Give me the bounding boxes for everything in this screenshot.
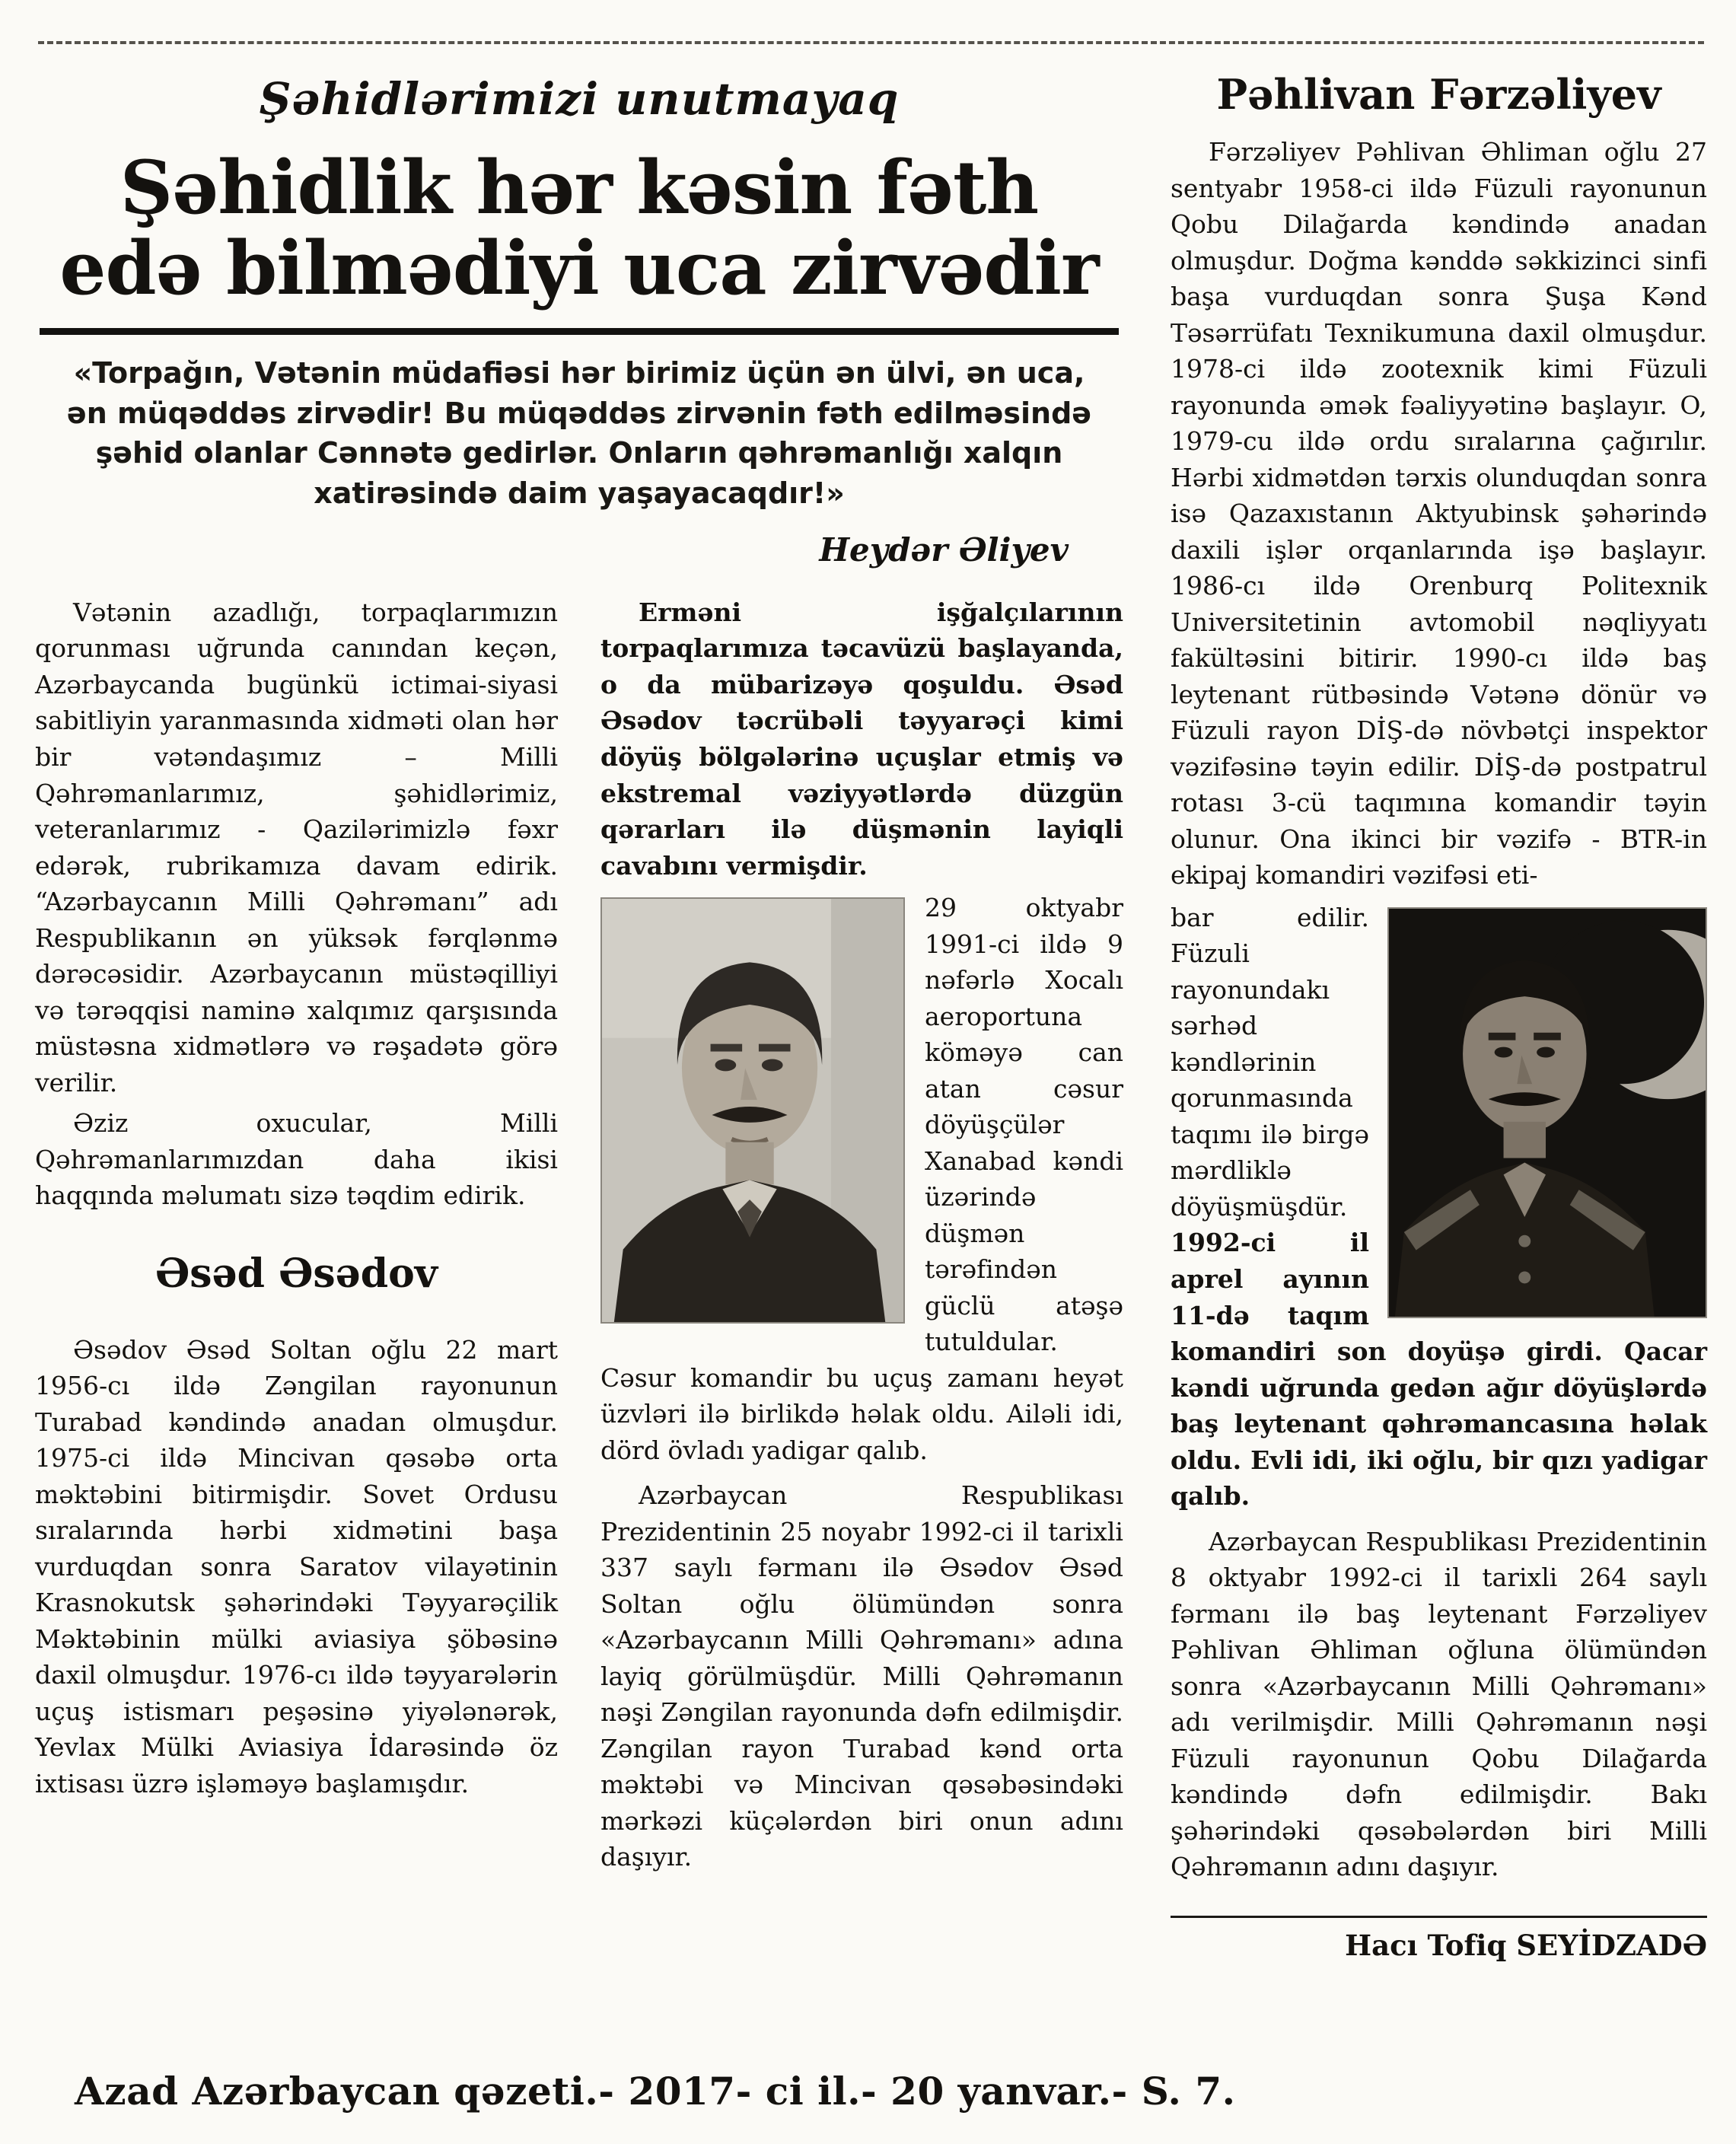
farzaliyev-portrait-photo	[1387, 907, 1707, 1318]
intro-paragraph-2: Əziz oxucular, Milli Qəhrəmanlarımızdan daha ikisi haqqında məlumatı sizə təqdim edirik.	[35, 1108, 558, 1211]
headline-rule	[40, 328, 1119, 335]
quote-author: Heydər Əliyev	[819, 530, 1069, 569]
citation-footer: Azad Azərbaycan qəzeti.- 2017- ci il.- 20 yanvar.- S. 7.	[75, 2069, 1236, 2114]
farzaliyev-photo-block	[1171, 900, 1707, 1519]
asadov-decree-paragraph: Azərbaycan Respublikası Prezidentinin 25 noyabr 1992-ci il tarixli 337 saylı fərmanı ilə Əsədov Əsəd Soltan oğlu ölümündən sonra «Azərbaycanın Milli Qəhrəmanı» adına layiq görülmüşdür. Milli Qəhrəmanın nəşi Zəngilan rayonunda dəfn edilmişdir. Zəngilan rayon Turabad kənd orta məktəbi və Mincivan qəsəbəsindəki mərkəzi küçələrdən biri onun adını daşıyır.	[600, 1480, 1123, 1872]
signature-rule	[1171, 1916, 1707, 1918]
column-middle	[600, 594, 1123, 1880]
farzaliyev-wrap-text: bar edilir. Füzuli rayonundakı sərhəd kəndlərinin qorunmasında taqımı ilə birgə mərdliklə döyüşmüşdür.	[1171, 902, 1369, 1222]
main-headline	[35, 145, 1123, 311]
intro-paragraph-1: Vətənin azadlığı, torpaqlarımızın qorunması uğrunda canından keçən, Azərbaycanda bugünkü ictimai-siyasi sabitliyin yaranmasında xidməti olan hər bir vətəndaşımız – Milli Qəhrəmanlarımız, şəhidlərimiz, veteranlarımız - Qazilərimizlə fəxr edərək, rubrikamıza davam edirik. “Azərbaycanın Milli Qəhrəmanı” adı Respublikanın ən yüksək fərqlənmə dərəcəsidir. Azərbaycanın müstəqilliyi və tərəqqisi naminə xalqımız qarşısında müstəsna xidmətlərə və rəşadətə görə verilir.	[35, 597, 558, 1097]
epigraph-quote: «Torpağın, Vətənin müdafiəsi hər birimiz üçün ən ülvi, ən uca, ən müqəddəs zirvədir! Bu müqəddəs zirvənin fəth edilməsində şəhid olanlar Cənnətə gedirlər. Onların qəhrəmanlığı xalqın xatirəsində daim yaşayacaqdır!»	[66, 356, 1092, 510]
farzaliyev-heading: Pəhlivan Fərzəliyev	[1216, 70, 1661, 119]
article-kicker: Şəhidlərimizi unutmayaq	[259, 73, 900, 125]
farzaliyev-bio-paragraph: Fərzəliyev Pəhlivan Əhliman oğlu 27 sentyabr 1958-ci ildə Füzuli rayonunun Qobu Dilağarda kəndində anadan olmuşdur. Doğma kənddə səkkizinci sinfi başa vurduqdan sonra Şuşa Kənd Təsərrüfatı Texnikumuna daxil olmuşdur. 1978-ci ildə zootexnik kimi Füzuli rayonunda əmək fəaliyyətinə başlayır. O, 1979-cu ildə ordu sıralarına çağırılır. Hərbi xidmətdən tərxis olunduqdan sonra isə Qazaxıstanın Aktyubinsk şəhərində daxili işlər orqanlarında işə başlayır. 1986-cı ildə Orenburq Politexnik Universitetinin avtomobil nəqliyyatı fakültəsini bitirir. 1990-cı ildə baş leytenant rütbəsində Vətənə dönür və Füzuli rayon DİŞ-də növbətçi inspektor vəzifəsinə təyin edilir. DİŞ-də postpatrul rotası 3-cü taqımına komandir təyin olunur. Ona ikinci bir vəzifə - BTR-in ekipaj komandiri vəzifəsi eti-	[1171, 137, 1707, 890]
author-signature: Hacı Tofiq SEYİDZADƏ	[1345, 1928, 1707, 1962]
asadov-portrait-photo	[600, 897, 905, 1324]
column-left	[35, 594, 558, 1880]
asadov-photo-block	[600, 890, 1123, 1473]
article-columns	[35, 594, 1123, 1880]
page-content	[35, 70, 1707, 1962]
asadov-bio-paragraph: Əsədov Əsəd Soltan oğlu 22 mart 1956-cı ildə Zəngilan rayonunun Turabad kəndində anadan olmuşdur. 1975-ci ildə Mincivan qəsəbə orta məktəbini bitirmişdir. Sovet Ordusu sıralarında hərbi xidmətini başa vurduqdan sonra Saratov vilayətinin Krasnokutsk şəhərindəki Təyyarəçilik Məktəbinin mülki aviasiya şöbəsinə daxil olmuşdur. 1976-cı ildə təyyarələrin uçuş istismarı peşəsinə yiyələnərək, Yevlax Mülki Aviasiya İdarəsində öz ixtisası üzrə işləməyə başlamışdır.	[35, 1334, 558, 1798]
asadov-combat-paragraph: Erməni işğalçılarının torpaqlarımıza təcavüzü başlayanda, o da mübarizəyə qoşuldu. Əsəd Əsədov təcrübəli təyyarəçi kimi döyüş bölgələrinə uçuşlar etmiş və ekstremal vəziyyətlərdə düzgün qərarları ilə düşmənin layiqli cavabını vermişdir.	[600, 597, 1123, 881]
asadov-death-paragraph: 29 oktyabr 1991-ci ildə 9 nəfərlə Xocalı aeroportuna köməyə can atan cəsur döyüşçülər Xanabad kəndi üzərində düşmən tərəfindən güclü atəşə tutuldular. Cəsur komandir bu uçuş zamanı heyət üzvləri ilə birlikdə həlak oldu. Ailəli idi, dörd övladı yadigar qalıb.	[600, 893, 1123, 1465]
asadov-heading: Əsəd Əsədov	[154, 1250, 438, 1297]
farzaliyev-decree-paragraph: Azərbaycan Respublikası Prezidentinin 8 oktyabr 1992-ci il tarixli 264 saylı fərmanı ilə baş leytenant Fərzəliyev Pəhlivan Əhliman oğluna ölümündən sonra «Azərbaycanın Milli Qəhrəmanı» adı verilmişdir. Milli Qəhrəmanın nəşi Füzuli rayonunun Qobu Dilağarda kəndində dəfn edilmişdir. Bakı şəhərindəki qəsəbələrdən biri Milli Qəhrəmanın adını daşıyır.	[1171, 1526, 1707, 1882]
farzaliyev-article	[1171, 70, 1707, 1962]
main-article	[35, 70, 1123, 1962]
main-headline-line2: edə bilmədiyi uca zirvədir	[59, 225, 1099, 311]
main-headline-line1: Şəhidlik hər kəsin fəth	[119, 145, 1039, 231]
top-dashed-rule	[38, 41, 1704, 44]
farzaliyev-death-text: 1992-ci il aprel ayının 11-də taqım komandiri son doyüşə girdi. Qacar kəndi uğrunda gedən ağır döyüşlərdə baş leytenant qəhrəmancasına həlak oldu. Evli idi, iki oğlu, bir qızı yadigar qalıb.	[1171, 1228, 1707, 1512]
